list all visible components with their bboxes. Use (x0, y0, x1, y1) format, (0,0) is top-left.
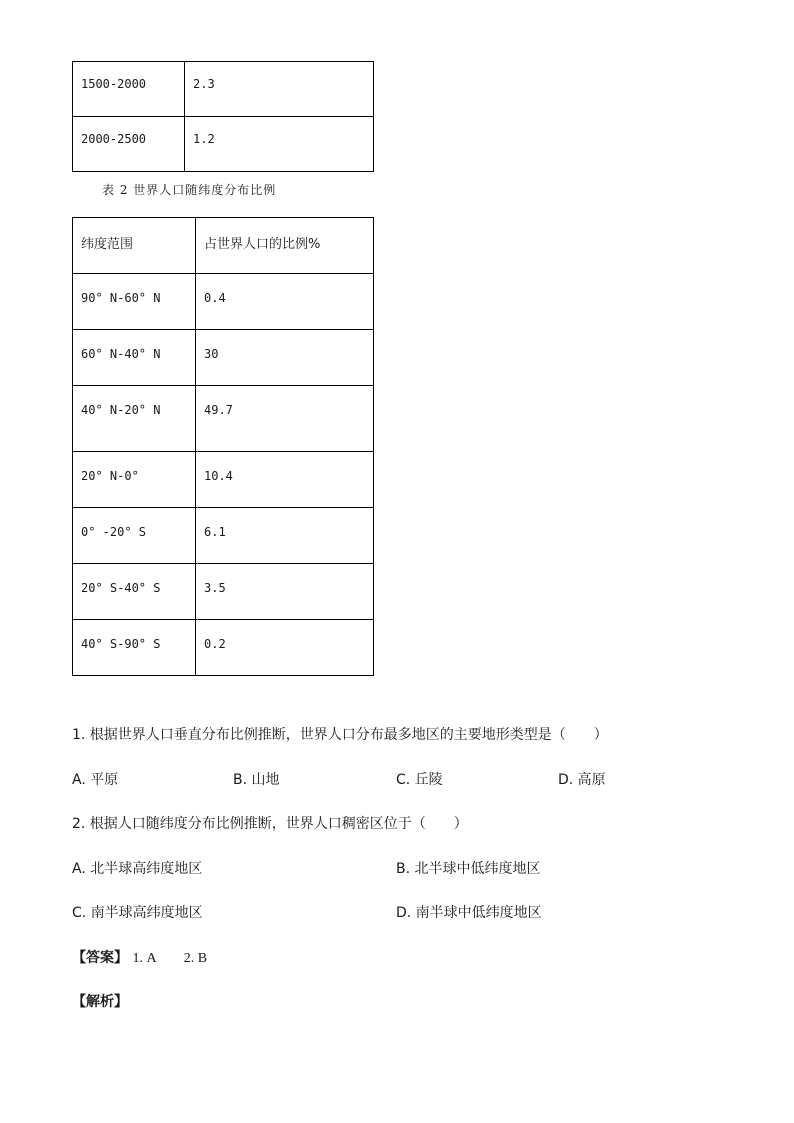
table-row (73, 620, 374, 676)
question-1-option-a: A. 平原 (72, 772, 119, 788)
question-2-option-b: B. 北半球中低纬度地区 (396, 861, 541, 877)
table-cell: 3.5 (196, 564, 374, 620)
table-header-cell: 占世界人口的比例% (196, 218, 374, 274)
table-row (73, 386, 374, 452)
table-row (73, 508, 374, 564)
table-cell: 0.4 (196, 274, 374, 330)
question-2-option-d: D. 南半球中低纬度地区 (396, 905, 542, 921)
table-cell: 40° N-20° N (73, 386, 196, 452)
question-1-stem: 1. 根据世界人口垂直分布比例推断，世界人口分布最多地区的主要地形类型是（ ） (72, 727, 608, 743)
table-row (73, 452, 374, 508)
table-cell: 1500-2000 (73, 62, 185, 117)
table-row (73, 117, 374, 172)
question-1-option-c: C. 丘陵 (396, 772, 443, 788)
table-cell: 20° N-0° (73, 452, 196, 508)
table-cell: 40° S-90° S (73, 620, 196, 676)
elevation-population-table (72, 61, 374, 172)
table-caption: 表 2 世界人口随纬度分布比例 (102, 183, 277, 197)
table-cell: 20° S-40° S (73, 564, 196, 620)
table-cell: 0° -20° S (73, 508, 196, 564)
question-2-option-a: A. 北半球高纬度地区 (72, 861, 203, 877)
table-cell: 0.2 (196, 620, 374, 676)
question-1-option-b: B. 山地 (233, 772, 280, 788)
question-2-stem: 2. 根据人口随纬度分布比例推断，世界人口稠密区位于（ ） (72, 816, 468, 832)
answer-line (72, 947, 207, 967)
analysis-label: 【解析】 (72, 994, 128, 1010)
table-cell: 10.4 (196, 452, 374, 508)
table-header-row (73, 218, 374, 274)
latitude-population-table (72, 217, 374, 676)
table-header-cell: 纬度范围 (73, 218, 196, 274)
table-cell: 1.2 (185, 117, 374, 172)
table-cell: 49.7 (196, 386, 374, 452)
table-cell: 60° N-40° N (73, 330, 196, 386)
table-cell: 90° N-60° N (73, 274, 196, 330)
table-row (73, 330, 374, 386)
table-row (73, 274, 374, 330)
table-cell: 6.1 (196, 508, 374, 564)
table-row (73, 62, 374, 117)
answer-values: 1. A 2. B (132, 951, 208, 966)
answer-label: 【答案】 (72, 950, 128, 966)
table-row (73, 564, 374, 620)
analysis-line (72, 991, 128, 1011)
question-2-option-c: C. 南半球高纬度地区 (72, 905, 203, 921)
table-cell: 30 (196, 330, 374, 386)
table-cell: 2.3 (185, 62, 374, 117)
question-1-option-d: D. 高原 (558, 772, 606, 788)
table-cell: 2000-2500 (73, 117, 185, 172)
